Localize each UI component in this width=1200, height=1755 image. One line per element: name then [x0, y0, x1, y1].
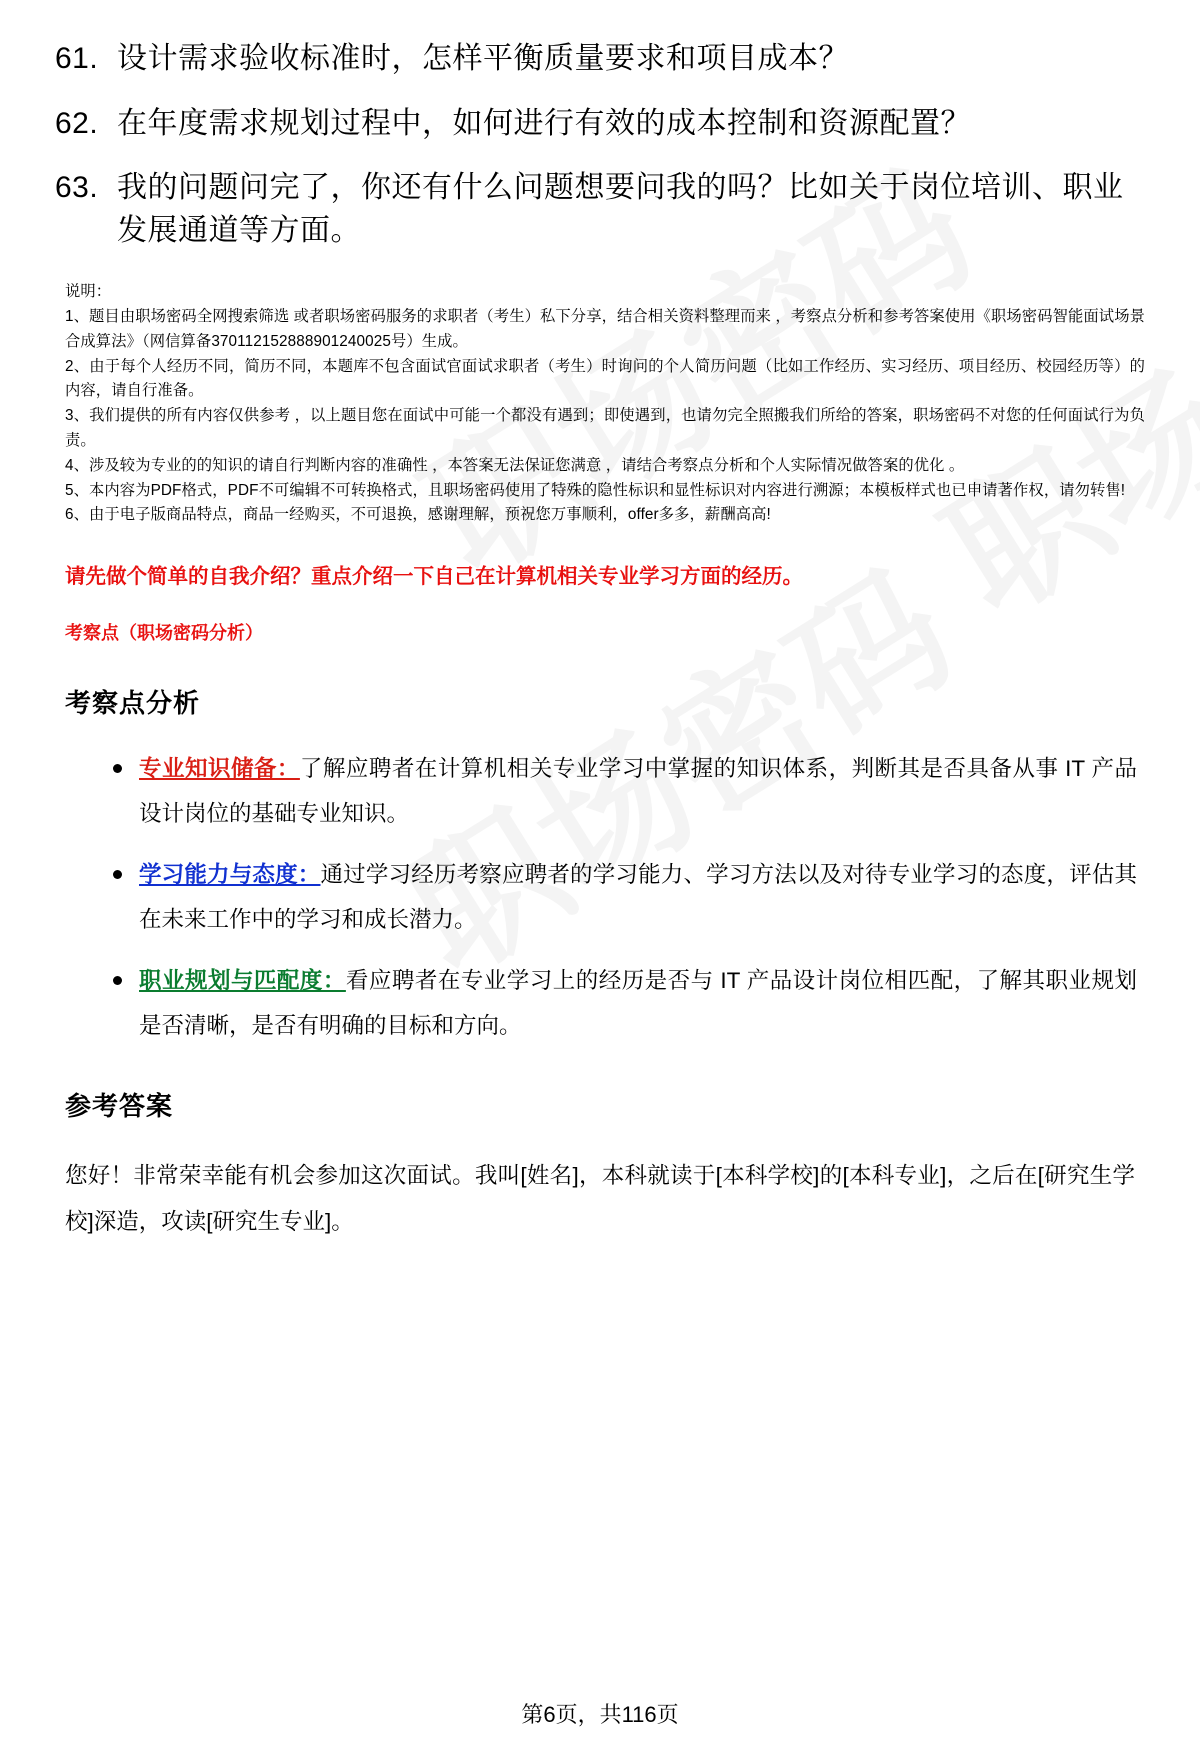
question-text: 设计需求验收标准时，怎样平衡质量要求和项目成本？: [117, 42, 849, 75]
analysis-keyword: 学习能力与态度：: [139, 861, 321, 887]
question-list: [55, 38, 1145, 252]
list-item: [139, 852, 1145, 942]
list-item: [55, 38, 1145, 81]
notes-title: 说明：: [65, 283, 112, 301]
analysis-text: 通过学习经历考察应聘者的学习能力、学习方法以及对待专业学习的态度，评估其在未来工作中的学习和成长潜力。: [139, 861, 1137, 932]
notes-block: [55, 280, 1145, 528]
page-footer: 第6页，共116页: [521, 1702, 679, 1727]
analysis-text: 了解应聘者在计算机相关专业学习中掌握的知识体系，判断其是否具备从事 IT 产品设计岗位的基础专业知识。: [139, 755, 1137, 826]
note-item: 3、我们提供的所有内容仅供参考 ，以上题目您在面试中可能一个都没有遇到；即使遇到，也请勿完全照搬我们所给的答案，职场密码不对您的任何面试行为负责。: [65, 407, 1145, 449]
analysis-heading: 考察点分析: [65, 687, 201, 718]
answer-heading: 参考答案: [65, 1090, 174, 1121]
analysis-text: 看应聘者在专业学习上的经历是否与 IT 产品设计岗位相匹配，了解其职业规划是否清晰，是否有明确的目标和方向。: [139, 967, 1137, 1038]
note-item: 5、本内容为PDF格式，PDF不可编辑不可转换格式，且职场密码使用了特殊的隐性标识和显性标识对内容进行溯源；本模板样式也已申请著作权，请勿转售!: [65, 481, 1126, 499]
note-item: 1、题目由职场密码全网搜索筛选 或者职场密码服务的求职者（考生）私下分享，结合相关资料整理而来 ，考察点分析和参考答案使用《职场密码智能面试场景合成算法》（网信算备370112152888901240025号）生成。: [65, 308, 1145, 350]
question-number: 63.: [55, 171, 99, 205]
list-item: [55, 167, 1145, 252]
analysis-keyword: 职业规划与匹配度：: [139, 967, 346, 993]
prompt-question: 请先做个简单的自我介绍？重点介绍一下自己在计算机相关专业学习方面的经历。: [65, 565, 803, 589]
question-number: 61.: [55, 42, 99, 75]
note-item: 4、涉及较为专业的的知识的请自行判断内容的准确性 ，本答案无法保证您满意 ，请结合考察点分析和个人实际情况做答案的优化 。: [65, 456, 965, 474]
list-item: [139, 746, 1145, 836]
answer-text: 您好！非常荣幸能有机会参加这次面试。我叫[姓名]，本科就读于[本科学校]的[本科专业]，之后在[研究生学校]深造，攻读[研究生专业]。: [65, 1162, 1135, 1234]
inspection-point-label: 考察点（职场密码分析）: [65, 622, 263, 643]
note-item: 6、由于电子版商品特点，商品一经购买，不可退换，感谢理解，预祝您万事顺利，offer多多，薪酬高高!: [65, 506, 771, 524]
question-text: 在年度需求规划过程中，如何进行有效的成本控制和资源配置？: [117, 106, 971, 140]
note-item: 2、由于每个人经历不同，简历不同，本题库不包含面试官面试求职者（考生）时询问的个人简历问题（比如工作经历、实习经历、项目经历、校园经历等）的内容，请自行准备。: [65, 357, 1145, 400]
question-text: 我的问题问完了，你还有什么问题想要问我的吗？比如关于岗位培训、职业发展通道等方面。: [117, 171, 1124, 247]
question-number: 62.: [55, 106, 99, 140]
list-item: [55, 103, 1145, 146]
analysis-keyword: 专业知识储备：: [139, 755, 300, 781]
analysis-list: [55, 746, 1145, 1048]
list-item: [139, 958, 1145, 1048]
